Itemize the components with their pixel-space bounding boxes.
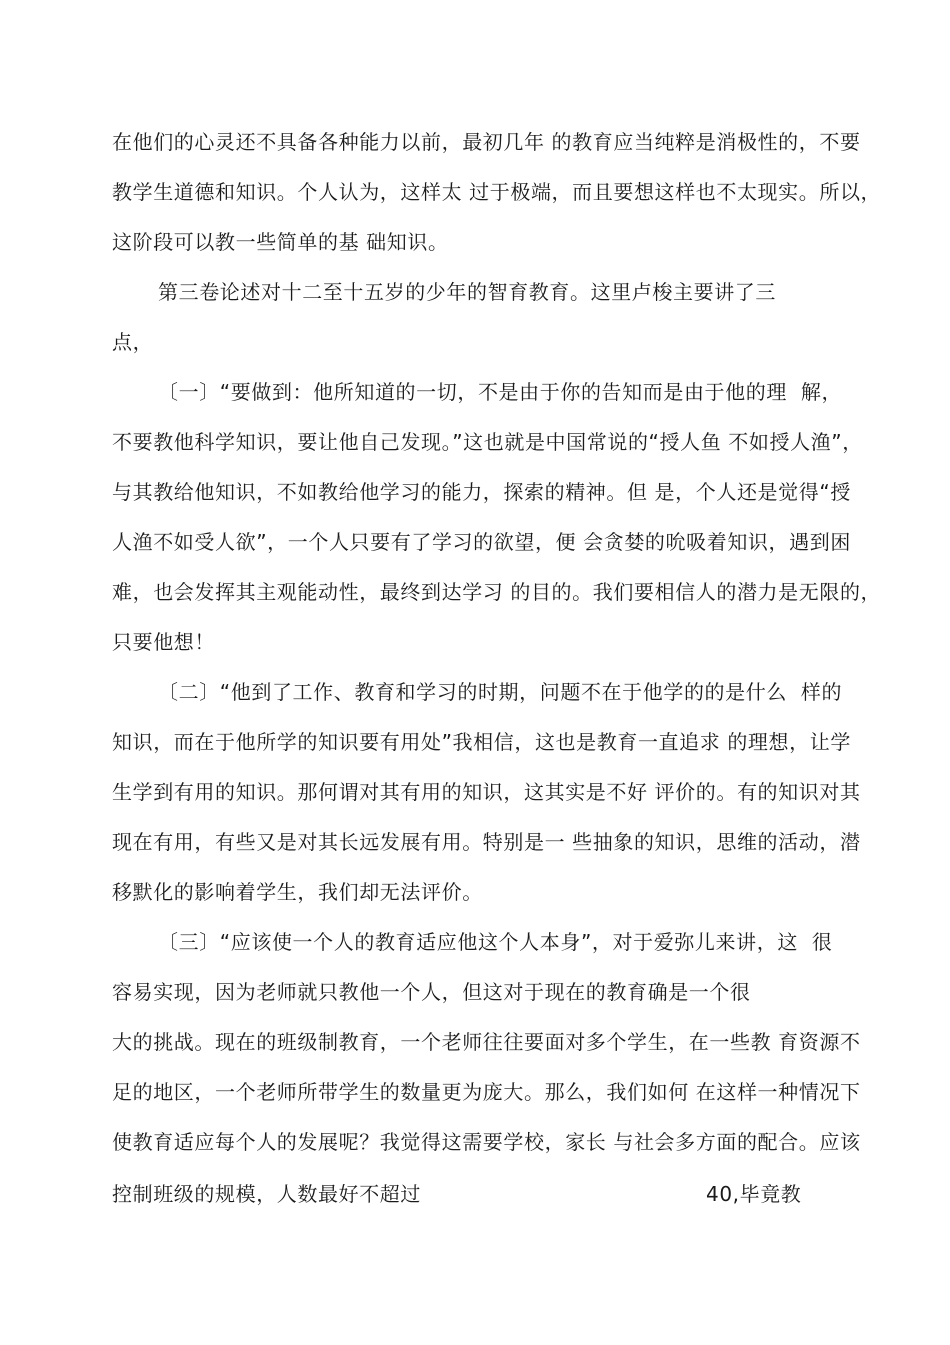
text-line: 知识，而在于他所学的知识要有用处”我相信，这也是教育一直追求 的理想，让学 xyxy=(112,730,851,754)
text-line: 〔二〕“他到了工作、教育和学习的时期，问题不在于他学的的是什么 样的 xyxy=(158,680,843,704)
text-line: 人渔不如受人欲”，一个人只要有了学习的欲望，便 会贪婪的吮吸着知识，遇到困 xyxy=(112,530,851,554)
text-line: 生学到有用的知识。那何谓对其有用的知识，这其实是不好 评价的。有的知识对其 xyxy=(112,780,861,804)
text-line: 〔三〕“应该使一个人的教育适应他这个人本身”，对于爱弥儿来讲，这 很 xyxy=(158,930,833,954)
text-line: 只要他想！ xyxy=(112,630,215,654)
text-line: 足的地区，一个老师所带学生的数量更为庞大。那么，我们如何 在这样一种情况下 xyxy=(112,1080,861,1104)
text-line: 现在有用，有些又是对其长远发展有用。特别是一 些抽象的知识，思维的活动，潜 xyxy=(112,830,861,854)
text-line: 控制班级的规模，人数最好不超过 xyxy=(112,1182,421,1206)
text-line: 教学生道德和知识。个人认为，这样太 过于极端，而且要想这样也不太现实。所以， xyxy=(112,180,882,204)
text-line: 与其教给他知识，不如教给他学习的能力，探索的精神。但 是，个人还是觉得“授 xyxy=(112,480,851,504)
text-line: 使教育适应每个人的发展呢？我觉得这需要学校，家长 与社会多方面的配合。应该 xyxy=(112,1130,861,1154)
text-line: 不要教他科学知识，要让他自己发现。”这也就是中国常说的“授人鱼 不如授人渔”， xyxy=(112,430,863,454)
text-line: 容易实现，因为老师就只教他一个人，但这对于现在的教育确是一个很 xyxy=(112,980,751,1004)
text-line: 难，也会发挥其主观能动性，最终到达学习 的目的。我们要相信人的潜力是无限的， xyxy=(112,580,882,604)
text-line: 在他们的心灵还不具备各种能力以前，最初几年 的教育应当纯粹是消极性的，不要 xyxy=(112,130,861,154)
text-line: 点， xyxy=(112,330,154,354)
text-line: 移默化的影响着学生，我们却无法评价。 xyxy=(112,880,483,904)
text-line: 大的挑战。现在的班级制教育，一个老师往往要面对多个学生，在一些教 育资源不 xyxy=(112,1030,861,1054)
text-line: 第三卷论述对十二至十五岁的少年的智育教育。这里卢梭主要讲了三 xyxy=(158,280,776,304)
text-line: 这阶段可以教一些简单的基 础知识。 xyxy=(112,230,449,254)
text-line-tail: 40,毕竟教 xyxy=(706,1182,802,1206)
text-line: 〔一〕“要做到：他所知道的一切，不是由于你的告知而是由于他的理 解， xyxy=(158,380,843,404)
